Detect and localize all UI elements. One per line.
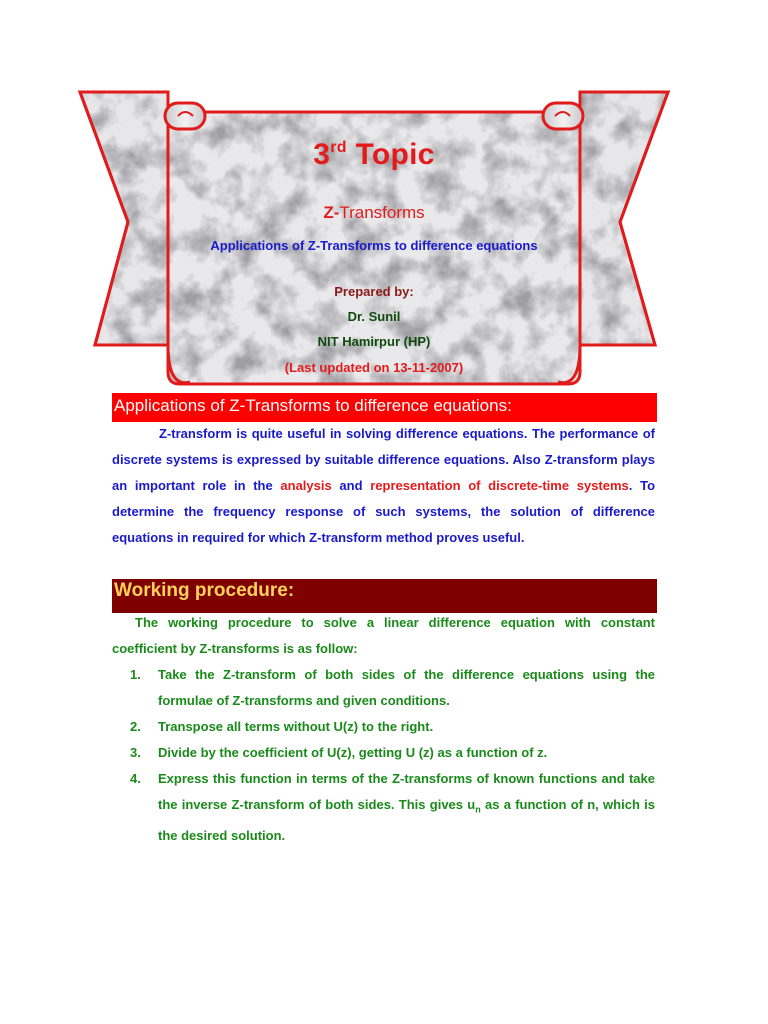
institution-name: NIT Hamirpur (HP) — [317, 334, 431, 349]
procedure-intro: The working procedure to solve a linear difference equation with constant coefficient by Z-transforms is as follow: — [112, 615, 655, 656]
ribbon-left-tail — [80, 92, 168, 345]
applications-paragraph: Z-transform is quite useful in solving difference equations. The performance of discrete systems is expressed by suitable difference equations. Also Z-transform plays an important role in the analysis and representation of discrete-time systems. To determine the frequency response of such systems, the solution of difference equations in required for which Z-transform method proves useful. — [112, 426, 656, 545]
topic-heading: 3rd Topic — [313, 138, 435, 171]
list-item: 2. Transpose all terms without U(z) to the right. — [130, 719, 434, 734]
scroll-curl-right — [543, 103, 583, 129]
section-heading-applications: Applications of Z-Transforms to difference equations: — [112, 393, 657, 422]
list-item: 4. Express this function in terms of the Z-transforms of known functions and take the inverse Z-transform of both sides. This gives $u_n$ as a function of n, which is the desired solution. — [130, 771, 655, 843]
ribbon-right-tail — [580, 92, 668, 345]
highlight-representation: representation of discrete-time systems — [370, 478, 629, 493]
topic-subtitle: Applications of Z-Transforms to difference equations — [210, 238, 538, 253]
scroll-curl-left — [165, 103, 205, 129]
highlight-analysis: analysis — [280, 478, 332, 493]
topic-title: Z-Transforms — [323, 203, 425, 222]
prepared-by-label: Prepared by: — [334, 284, 414, 299]
list-item: 3. Divide by the coefficient of U(z), getting U (z) as a function of z. — [130, 745, 548, 760]
last-updated-note: (Last updated on 13-11-2007) — [284, 360, 464, 375]
procedure-steps — [130, 662, 655, 849]
list-item: 1. Take the Z-transform of both sides of the difference equations using the formulae of Z-transforms and given conditions. — [130, 667, 655, 708]
section-heading-working-procedure: Working procedure: — [112, 579, 657, 613]
author-name: Dr. Sunil — [347, 309, 401, 324]
